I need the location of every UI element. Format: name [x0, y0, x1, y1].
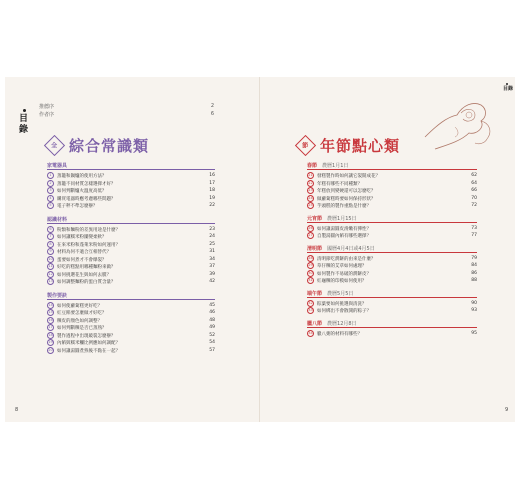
entry-page: 49	[209, 325, 215, 330]
entry-title: 芋頭糕的製作重點是什麼？	[317, 204, 371, 209]
toc-entry[interactable]	[47, 302, 215, 309]
section-badge: 節	[295, 135, 316, 156]
question-number-icon: 6	[47, 226, 54, 233]
group-title: 認識材料	[47, 216, 68, 223]
group-divider	[307, 169, 477, 170]
entry-title: 如何挑選花生與如何去膜？	[57, 272, 111, 278]
entry-title: 發糕製作時如何讓它裂開成花？	[317, 174, 380, 179]
toc-dot-icon	[506, 83, 508, 85]
question-number-icon: 5	[47, 202, 54, 209]
toc-entry[interactable]	[47, 202, 215, 209]
toc-entry[interactable]	[47, 263, 215, 270]
entry-page: 23	[209, 226, 215, 232]
question-number-icon: 17	[48, 325, 53, 329]
toc-entry[interactable]	[307, 232, 477, 239]
entry-page: 25	[209, 241, 215, 247]
toc-entry[interactable]	[307, 195, 477, 202]
toc-entry[interactable]	[47, 226, 215, 233]
group-divider	[47, 169, 215, 170]
page-number-right: 9	[505, 407, 509, 413]
toc-entry[interactable]	[307, 270, 477, 277]
toc-entry[interactable]	[47, 233, 215, 240]
entry-title: 在來米粉和蓬萊米粉如何運用？	[57, 242, 120, 248]
group-heading	[307, 215, 357, 222]
group-date: 農曆1月15日	[327, 215, 357, 222]
toc-entry[interactable]	[47, 187, 215, 194]
question-number-icon: 1	[47, 172, 54, 179]
preface-item[interactable]	[39, 111, 214, 118]
entry-title: 蒸籠不同材質怎樣選擇才好？	[57, 181, 116, 187]
question-number-icon: 21	[308, 173, 313, 177]
group-heading	[307, 320, 357, 327]
entry-title: 如何製作不易破的潤餅皮？	[317, 271, 371, 277]
toc-entry[interactable]	[47, 278, 215, 285]
section-title-general	[47, 135, 149, 156]
question-number-icon: 32	[308, 300, 313, 305]
entry-page: 31	[209, 249, 215, 254]
left-page	[5, 77, 260, 422]
entry-title: 草仔粿的艾草如何處理？	[317, 264, 367, 269]
entry-page: 84	[471, 263, 477, 268]
question-number-icon: 15	[48, 310, 53, 314]
group-divider	[47, 299, 215, 300]
toc-entry[interactable]	[307, 225, 477, 232]
entry-title: 紅龜粿的印模如何使用？	[317, 279, 367, 284]
question-number-icon: 10	[48, 256, 53, 261]
question-number-icon: 33	[308, 308, 313, 312]
group-title: 端午節	[307, 290, 323, 297]
group-heading	[47, 292, 67, 299]
group-title: 家電器具	[47, 163, 68, 169]
entry-page: 24	[209, 234, 215, 239]
question-number-icon: 25	[308, 203, 313, 207]
toc-entry[interactable]	[307, 187, 477, 194]
entry-page: 42	[209, 279, 215, 284]
group-divider	[307, 297, 477, 298]
group-date: 農曆12月8日	[327, 320, 357, 327]
preface-title: 作者序	[39, 112, 55, 118]
entry-page: 88	[471, 278, 477, 283]
entry-title: 粿皮的顏色如何調整？	[57, 318, 102, 324]
question-number-icon: 30	[308, 270, 313, 275]
entry-page: 73	[471, 225, 477, 231]
toc-entry[interactable]	[47, 309, 215, 316]
entry-page: 90	[471, 300, 477, 306]
book-spread	[5, 77, 515, 422]
entry-page: 95	[471, 330, 477, 336]
question-number-icon: 11	[48, 264, 53, 268]
page-number-left: 8	[15, 407, 19, 413]
entry-page: 57	[209, 347, 215, 353]
entry-title: 材料為何不適合互相替代？	[57, 250, 111, 255]
entry-page: 54	[209, 340, 215, 345]
group-heading	[47, 216, 67, 223]
group-divider	[307, 222, 477, 223]
toc-entry[interactable]	[307, 202, 477, 209]
entry-page: 19	[209, 195, 215, 201]
group-date: 農曆5月5日	[327, 290, 354, 297]
toc-entry[interactable]	[307, 180, 477, 187]
toc-label: 目錄	[19, 114, 29, 135]
toc-label: 目錄	[503, 86, 514, 92]
entry-page: 64	[471, 180, 477, 186]
group-title: 春節	[307, 163, 318, 169]
question-number-icon: 24	[308, 195, 313, 200]
toc-entry[interactable]	[307, 277, 477, 284]
group-heading	[307, 290, 353, 297]
toc-entry[interactable]	[47, 180, 215, 187]
toc-entry[interactable]	[307, 172, 477, 179]
toc-entry[interactable]	[47, 195, 215, 202]
entry-page: 79	[471, 255, 477, 261]
entry-title: 做蘿蔔糕時要如何保持形狀？	[317, 196, 376, 202]
toc-entry[interactable]	[307, 307, 477, 314]
entry-page: 66	[471, 188, 477, 193]
entry-page: 70	[471, 195, 477, 201]
entry-page: 18	[209, 188, 215, 193]
toc-entry[interactable]	[307, 255, 477, 262]
entry-title: 粽葉要如何挑選與清洗？	[317, 301, 367, 307]
preface-page: 2	[210, 103, 214, 109]
entry-page: 37	[209, 264, 215, 269]
preface-item[interactable]	[39, 103, 214, 110]
question-number-icon: 3	[47, 187, 54, 194]
group-heading	[307, 245, 375, 252]
group-divider	[307, 252, 477, 253]
entry-title: 如何綁出不會散開的粽子？	[317, 309, 371, 314]
toc-entry[interactable]	[47, 347, 215, 354]
toc-entry[interactable]	[47, 248, 215, 255]
toc-label-vertical	[19, 109, 31, 136]
question-number-icon: 14	[48, 302, 53, 307]
entry-title: 臘八粥的材料有哪些？	[317, 331, 362, 337]
question-number-icon: 12	[48, 271, 53, 276]
entry-page: 52	[209, 332, 215, 338]
group-date: 農曆1月1日	[322, 163, 349, 169]
toc-entry[interactable]	[307, 300, 477, 307]
entry-title: 如何調整麵粉的蛋白質含量？	[57, 280, 116, 285]
question-number-icon: 26	[308, 225, 313, 230]
entry-title: 蛋要如何煮才不會爆裂？	[57, 257, 107, 263]
toc-entry[interactable]	[47, 324, 215, 331]
entry-page: 45	[209, 302, 215, 308]
entry-title: 粉類和麵粉的差異用途是什麼？	[57, 227, 120, 233]
section-title-text: 年節點心類	[320, 137, 401, 155]
group-date: 國曆4月4日或4月5日	[327, 245, 375, 252]
entry-page: 86	[471, 270, 477, 276]
preface-title: 推薦序	[39, 104, 55, 110]
entry-title: 如何使蘿蔔糕更好吃？	[57, 303, 102, 309]
question-number-icon: 20	[48, 347, 53, 352]
toc-entry[interactable]	[47, 256, 215, 263]
question-number-icon: 4	[47, 195, 54, 202]
toc-entry[interactable]	[47, 317, 215, 324]
toc-entry[interactable]	[307, 330, 477, 337]
entry-title: 內餡與糯米糰比例應如何調配？	[57, 341, 120, 346]
question-number-icon: 16	[48, 317, 53, 322]
group-title: 製作要訣	[47, 292, 68, 299]
question-number-icon: 18	[48, 332, 53, 337]
entry-title: 如何讓湯圓煮熟後不黏在一起？	[57, 348, 120, 354]
entry-title: 如何判斷爐火溫度高低？	[57, 189, 107, 194]
question-number-icon: 2	[47, 180, 54, 187]
entry-page: 77	[471, 233, 477, 238]
entry-title: 如何讓湯圓皮滑嫩有彈性？	[317, 226, 371, 232]
right-page	[260, 77, 515, 422]
group-heading	[307, 162, 348, 169]
group-title: 臘八節	[307, 320, 323, 327]
toc-entry[interactable]	[47, 339, 215, 346]
entry-title: 蒸籠和鍋爐的使用方法？	[57, 174, 107, 179]
entry-page: 72	[471, 203, 477, 208]
entry-page: 34	[209, 256, 215, 262]
entry-title: 製作過程中出現破裂怎麼辦？	[57, 333, 116, 339]
group-title: 元宵節	[307, 215, 323, 222]
toc-label-vertical-right	[503, 83, 513, 92]
question-number-icon: 13	[48, 279, 53, 283]
entry-page: 46	[209, 310, 215, 315]
entry-title: 清明節吃潤餅的由來是什麼？	[317, 256, 376, 262]
preface-page: 6	[210, 111, 214, 117]
group-heading	[47, 162, 67, 169]
entry-title: 年糕放到變硬還可以怎麼吃？	[317, 189, 376, 194]
toc-entry[interactable]	[307, 262, 477, 269]
entry-page: 22	[209, 203, 215, 208]
question-number-icon: 7	[47, 233, 54, 240]
question-number-icon: 28	[308, 255, 313, 260]
entry-title: 購買電器時應考慮哪些問題？	[57, 196, 116, 202]
toc-entry[interactable]	[47, 241, 215, 248]
question-number-icon: 9	[47, 248, 54, 255]
entry-title: 如何判斷粿是否已蒸熟？	[57, 326, 107, 331]
section-title-text: 綜合常識類	[69, 137, 150, 155]
entry-title: 年糕有哪些不同種類？	[317, 181, 362, 187]
question-number-icon: 19	[48, 340, 53, 344]
group-divider	[307, 327, 477, 328]
entry-title: 如何讓糯米粉團變柔軟？	[57, 235, 107, 240]
entry-page: 62	[471, 173, 477, 178]
entry-page: 48	[209, 317, 215, 323]
entry-title: 紅豆餡要怎麼做才好吃？	[57, 311, 107, 316]
question-number-icon: 22	[308, 180, 313, 185]
group-divider	[47, 223, 215, 224]
entry-page: 93	[471, 308, 477, 313]
question-number-icon: 27	[308, 233, 313, 237]
group-title: 清明節	[307, 245, 323, 252]
question-number-icon: 23	[308, 188, 313, 192]
toc-entry[interactable]	[47, 271, 215, 278]
question-number-icon: 8	[47, 241, 54, 248]
entry-title: 自製湯圓內餡有哪些選擇？	[317, 234, 371, 239]
toc-entry[interactable]	[47, 172, 215, 179]
entry-title: 好吃的糕點用哪種麵粉來做？	[57, 265, 116, 270]
toc-dot-icon	[23, 109, 26, 112]
entry-title: 電子秤不準怎麼辦？	[57, 204, 98, 209]
question-number-icon: 34	[308, 330, 313, 335]
section-badge: 全	[44, 135, 65, 156]
entry-page: 39	[209, 271, 215, 277]
entry-page: 17	[209, 180, 215, 186]
entry-page: 16	[209, 173, 215, 178]
section-title-festival	[298, 135, 400, 156]
toc-entry[interactable]	[47, 332, 215, 339]
question-number-icon: 29	[308, 263, 313, 267]
question-number-icon: 31	[308, 278, 313, 282]
hand-illustration	[415, 87, 500, 157]
